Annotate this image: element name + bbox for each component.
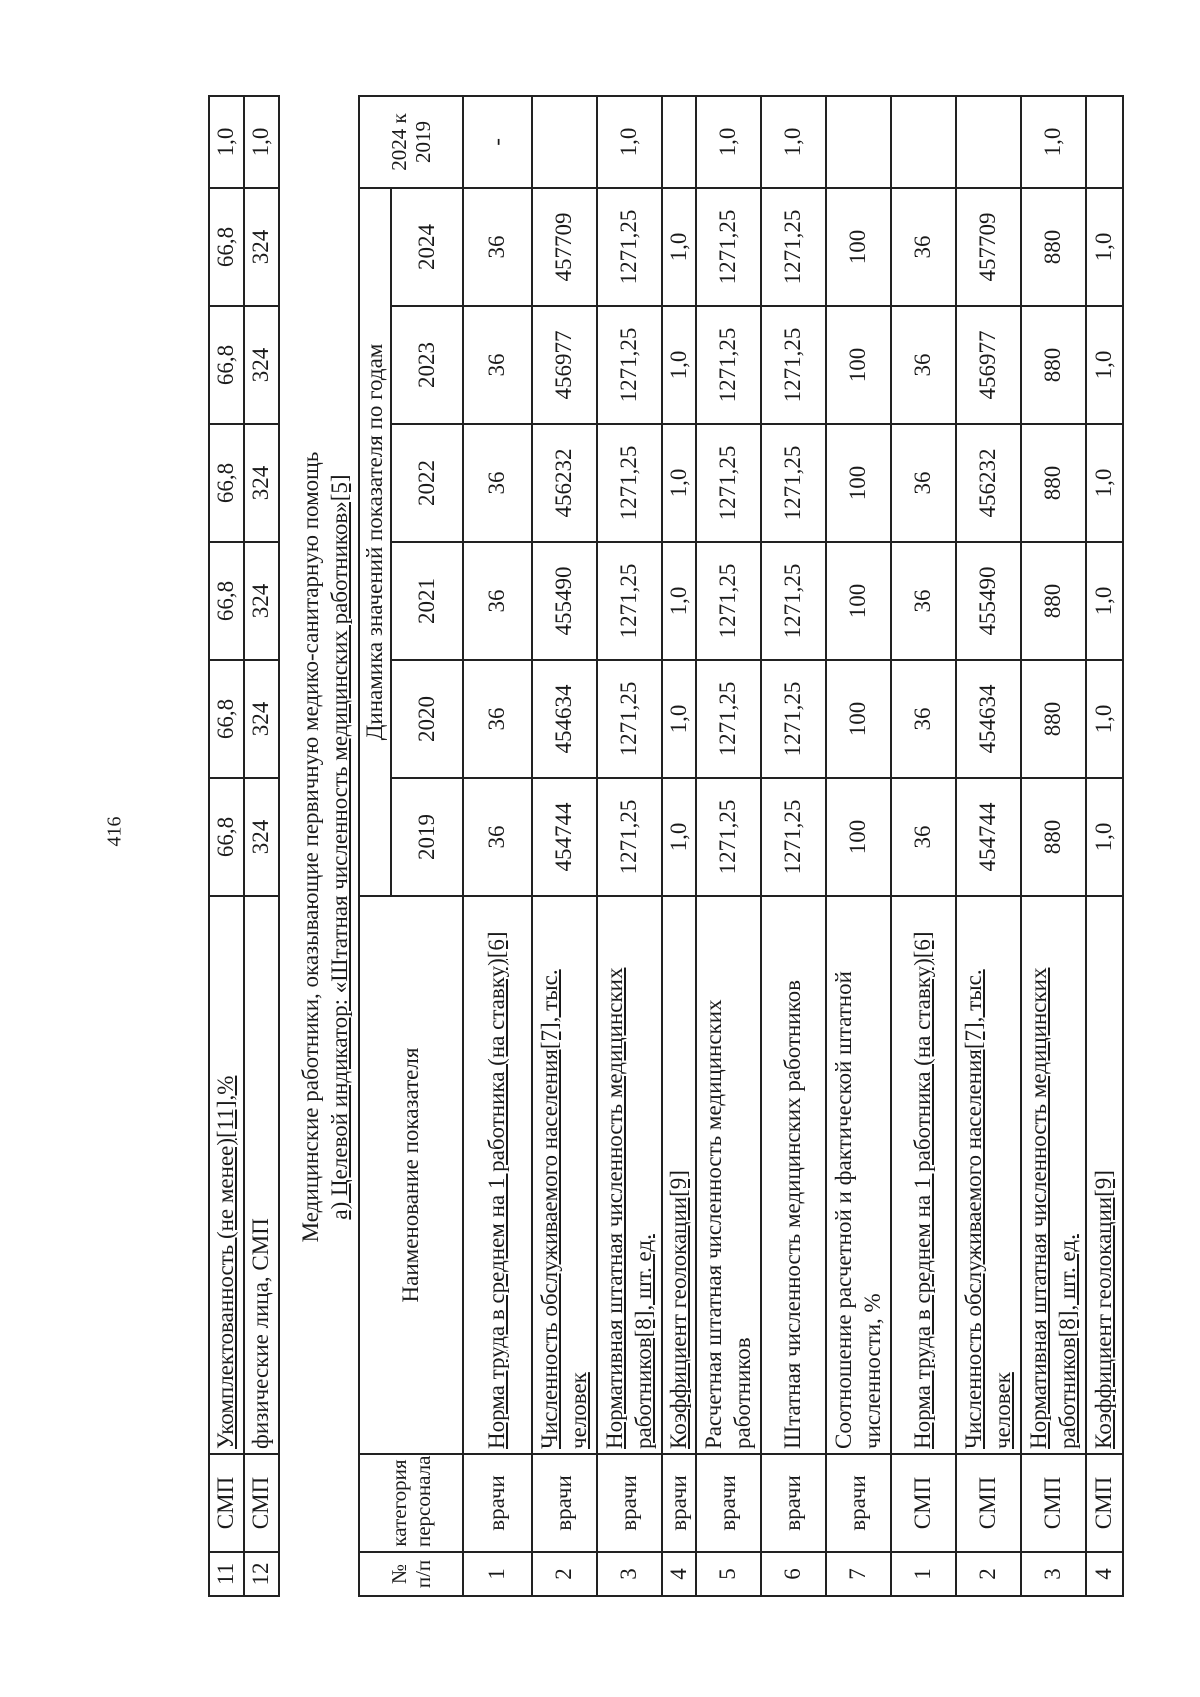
row-value: 1,0 <box>1086 306 1123 424</box>
row-name: Норма труда в среднем на 1 работника (на ставку)[6] <box>463 896 532 1454</box>
row-value: 324 <box>244 778 279 896</box>
row-value: 36 <box>891 188 956 306</box>
row-value: 456232 <box>956 424 1021 542</box>
row-name: Укомплектованность (не менее)[11],% <box>209 896 244 1454</box>
row-value: 100 <box>826 778 891 896</box>
row-value: 36 <box>891 306 956 424</box>
table-row <box>1021 96 1086 1596</box>
row-ratio <box>891 96 956 188</box>
header-name: Наименование показателя <box>359 896 463 1454</box>
top-table <box>208 95 280 1597</box>
table-row <box>956 96 1021 1596</box>
row-name: Штатная численность медицинских работников <box>761 896 826 1454</box>
row-value: 36 <box>891 660 956 778</box>
row-value: 100 <box>826 306 891 424</box>
row-value: 454744 <box>956 778 1021 896</box>
row-name: Численность обслуживаемого населения[7], тыс. человек <box>956 896 1021 1454</box>
row-category: СМП <box>1086 1454 1123 1552</box>
row-name: Нормативная штатная численность медицинских работников[8], шт. ед. <box>1021 896 1086 1454</box>
table-row <box>209 96 244 1596</box>
row-value: 36 <box>891 542 956 660</box>
row-num: 2 <box>956 1552 1021 1596</box>
row-value: 1271,25 <box>761 306 826 424</box>
row-value: 1271,25 <box>696 660 761 778</box>
header-year: 2022 <box>391 424 463 542</box>
row-category: врачи <box>826 1454 891 1552</box>
row-value: 456977 <box>956 306 1021 424</box>
row-category: СМП <box>956 1454 1021 1552</box>
row-name: Расчетная штатная численность медицинских работников <box>696 896 761 1454</box>
row-value: 324 <box>244 424 279 542</box>
row-value: 1271,25 <box>761 424 826 542</box>
row-value: 1,0 <box>1086 778 1123 896</box>
row-num: 4 <box>1086 1552 1123 1596</box>
header-category: категория персонала <box>359 1454 463 1552</box>
row-value: 1271,25 <box>597 542 662 660</box>
row-num: 1 <box>463 1552 532 1596</box>
row-value: 1271,25 <box>761 188 826 306</box>
row-value: 324 <box>244 660 279 778</box>
row-value: 454634 <box>532 660 597 778</box>
row-value: 1,0 <box>662 778 696 896</box>
row-ratio: 1,0 <box>1021 96 1086 188</box>
row-value: 324 <box>244 542 279 660</box>
row-ratio: 1,0 <box>597 96 662 188</box>
row-category: врачи <box>597 1454 662 1552</box>
row-value: 1271,25 <box>761 542 826 660</box>
row-value: 1271,25 <box>696 542 761 660</box>
table-row <box>826 96 891 1596</box>
row-value: 1,0 <box>662 188 696 306</box>
row-value: 66,8 <box>209 778 244 896</box>
indicator-table <box>358 95 1124 1597</box>
row-value: 880 <box>1021 778 1086 896</box>
row-value: 880 <box>1021 306 1086 424</box>
row-value: 880 <box>1021 424 1086 542</box>
row-num: 5 <box>696 1552 761 1596</box>
row-ratio <box>956 96 1021 188</box>
section-heading <box>296 97 354 1597</box>
row-value: 455490 <box>956 542 1021 660</box>
row-value: 66,8 <box>209 188 244 306</box>
row-value: 1,0 <box>1086 188 1123 306</box>
row-ratio: - <box>463 96 532 188</box>
row-ratio: 1,0 <box>696 96 761 188</box>
row-num: 4 <box>662 1552 696 1596</box>
row-value: 1271,25 <box>597 660 662 778</box>
table-row <box>891 96 956 1596</box>
row-num: 1 <box>891 1552 956 1596</box>
row-ratio <box>662 96 696 188</box>
row-category: врачи <box>463 1454 532 1552</box>
header-year: 2023 <box>391 306 463 424</box>
row-value: 36 <box>463 542 532 660</box>
row-ratio <box>826 96 891 188</box>
row-value: 36 <box>463 424 532 542</box>
row-value: 1,0 <box>1086 542 1123 660</box>
row-value: 100 <box>826 188 891 306</box>
row-value: 456232 <box>532 424 597 542</box>
row-ratio <box>532 96 597 188</box>
row-value: 880 <box>1021 542 1086 660</box>
header-num: № п/п <box>359 1552 463 1596</box>
row-ratio: 1,0 <box>209 96 244 188</box>
row-value: 36 <box>463 188 532 306</box>
row-value: 1271,25 <box>597 424 662 542</box>
row-value: 36 <box>463 660 532 778</box>
table-row <box>244 96 279 1596</box>
row-value: 100 <box>826 542 891 660</box>
row-category: врачи <box>696 1454 761 1552</box>
row-value: 100 <box>826 660 891 778</box>
row-value: 1,0 <box>662 424 696 542</box>
row-num: 7 <box>826 1552 891 1596</box>
row-value: 454634 <box>956 660 1021 778</box>
row-value: 1271,25 <box>696 188 761 306</box>
rotated-page-content <box>208 97 1118 1597</box>
row-value: 1271,25 <box>696 424 761 542</box>
table-header-row <box>359 96 391 1596</box>
row-value: 66,8 <box>209 542 244 660</box>
row-value: 1271,25 <box>696 778 761 896</box>
row-ratio: 1,0 <box>244 96 279 188</box>
row-value: 36 <box>463 306 532 424</box>
row-value: 455490 <box>532 542 597 660</box>
row-name: Коэффициент геолокации[9] <box>662 896 696 1454</box>
row-num: 11 <box>209 1552 244 1596</box>
row-name: Нормативная штатная численность медицинских работников[8], шт. ед. <box>597 896 662 1454</box>
row-category: СМП <box>244 1454 279 1552</box>
row-num: 2 <box>532 1552 597 1596</box>
header-ratio: 2024 к 2019 <box>359 96 463 188</box>
row-value: 100 <box>826 424 891 542</box>
row-value: 1,0 <box>662 542 696 660</box>
row-value: 1,0 <box>662 660 696 778</box>
table-row <box>1086 96 1123 1596</box>
row-value: 1271,25 <box>597 778 662 896</box>
row-ratio <box>1086 96 1123 188</box>
header-year: 2020 <box>391 660 463 778</box>
table-row <box>662 96 696 1596</box>
header-year: 2021 <box>391 542 463 660</box>
row-value: 36 <box>463 778 532 896</box>
row-value: 880 <box>1021 188 1086 306</box>
row-value: 324 <box>244 306 279 424</box>
header-dynamics: Динамика значений показателя по годам <box>359 188 391 896</box>
row-num: 12 <box>244 1552 279 1596</box>
row-name: Коэффициент геолокации[9] <box>1086 896 1123 1454</box>
row-category: врачи <box>662 1454 696 1552</box>
row-value: 454744 <box>532 778 597 896</box>
row-name: физические лица, СМП <box>244 896 279 1454</box>
row-value: 1,0 <box>1086 424 1123 542</box>
heading-line-1: Медицинские работники, оказывающие первичную медико-санитарную помощь <box>298 451 323 1243</box>
row-value: 1,0 <box>662 306 696 424</box>
row-value: 36 <box>891 424 956 542</box>
row-value: 1,0 <box>1086 660 1123 778</box>
header-year: 2019 <box>391 778 463 896</box>
row-category: врачи <box>761 1454 826 1552</box>
row-value: 36 <box>891 778 956 896</box>
table-row <box>597 96 662 1596</box>
row-num: 3 <box>597 1552 662 1596</box>
row-name: Норма труда в среднем на 1 работника (на ставку)[6] <box>891 896 956 1454</box>
heading-line-2: а) Целевой индикатор: «Штатная численность медицинских работников»[5] <box>327 474 352 1220</box>
row-value: 1271,25 <box>597 306 662 424</box>
row-num: 3 <box>1021 1552 1086 1596</box>
row-value: 66,8 <box>209 306 244 424</box>
row-value: 1271,25 <box>597 188 662 306</box>
row-value: 324 <box>244 188 279 306</box>
table-row <box>463 96 532 1596</box>
row-value: 456977 <box>532 306 597 424</box>
row-ratio: 1,0 <box>761 96 826 188</box>
row-value: 66,8 <box>209 424 244 542</box>
table-row <box>696 96 761 1596</box>
row-category: СМП <box>891 1454 956 1552</box>
row-value: 1271,25 <box>696 306 761 424</box>
row-category: СМП <box>1021 1454 1086 1552</box>
table-row <box>532 96 597 1596</box>
header-year: 2024 <box>391 188 463 306</box>
row-value: 457709 <box>956 188 1021 306</box>
row-value: 1271,25 <box>761 660 826 778</box>
row-value: 1271,25 <box>761 778 826 896</box>
row-num: 6 <box>761 1552 826 1596</box>
row-category: врачи <box>532 1454 597 1552</box>
row-value: 66,8 <box>209 660 244 778</box>
row-name: Численность обслуживаемого населения[7], тыс. человек <box>532 896 597 1454</box>
page-number: 416 <box>103 816 126 847</box>
table-row <box>761 96 826 1596</box>
row-value: 457709 <box>532 188 597 306</box>
row-category: СМП <box>209 1454 244 1552</box>
row-name: Соотношение расчетной и фактической штатной численности, % <box>826 896 891 1454</box>
row-value: 880 <box>1021 660 1086 778</box>
